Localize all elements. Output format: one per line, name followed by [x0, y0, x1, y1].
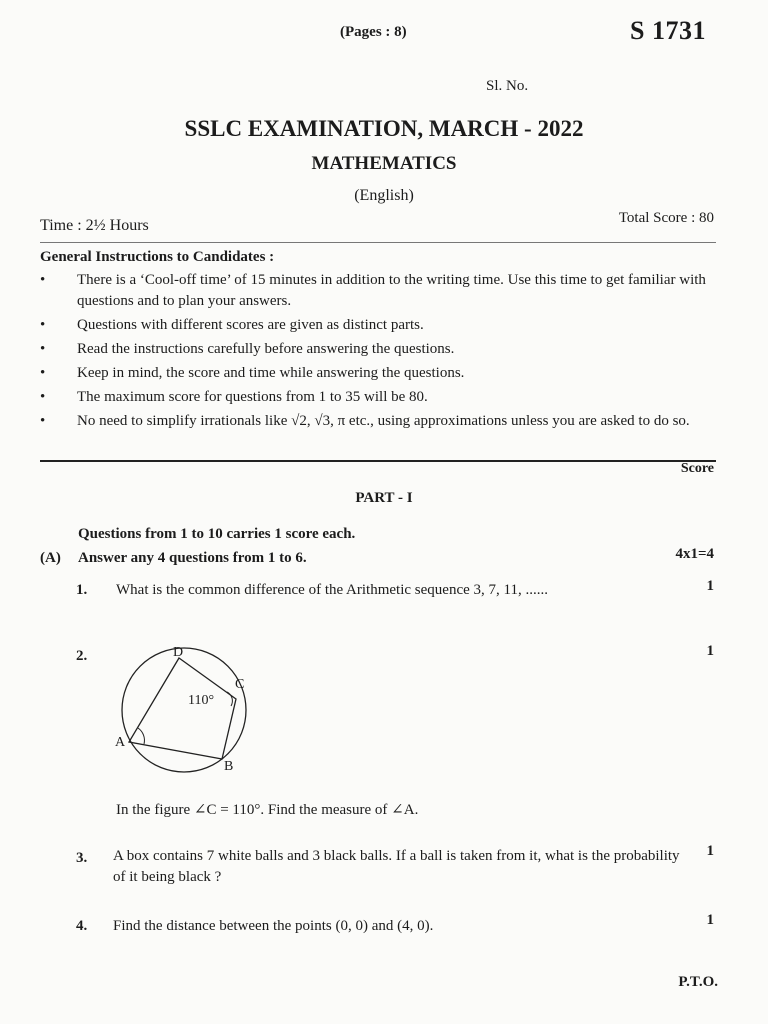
part-intro: Questions from 1 to 10 carries 1 score each.: [78, 526, 356, 542]
header-divider: [40, 242, 716, 243]
question-number: 2.: [76, 648, 88, 664]
question-text: In the figure ∠C = 110°. Find the measure of ∠A.: [116, 802, 419, 818]
medium-label: (English): [354, 187, 414, 204]
bullet-icon: •: [40, 341, 46, 357]
instructions-divider: [40, 460, 716, 462]
instruction-item: [40, 411, 720, 432]
circle-shape: [122, 648, 246, 772]
angle-c-arc: [227, 692, 232, 706]
bullet-icon: •: [40, 413, 46, 429]
instruction-item: [40, 270, 720, 312]
instructions-heading: General Instructions to Candidates :: [40, 249, 275, 265]
instruction-item: [40, 387, 720, 408]
vertex-d-label: D: [173, 645, 184, 660]
instruction-item: [40, 363, 720, 384]
question-text: A box contains 7 white balls and 3 black balls. If a ball is taken from it, what is the probability of it being black ?: [113, 848, 680, 885]
question-score: 1: [706, 643, 714, 659]
section-instruction: Answer any 4 questions from 1 to 6.: [78, 550, 307, 566]
instructions-list: [40, 270, 720, 435]
question-score: 1: [706, 578, 714, 594]
angle-a-arc: [138, 728, 144, 744]
vertex-c-label: C: [235, 677, 245, 692]
part-title: PART - I: [355, 490, 413, 506]
question-score: 1: [706, 843, 714, 859]
instruction-text: The maximum score for questions from 1 to 35 will be 80.: [77, 389, 428, 405]
time-label: Time : 2½ Hours: [40, 217, 149, 234]
score-column-heading: Score: [680, 461, 714, 476]
question-score: 1: [706, 912, 714, 928]
question-text: Find the distance between the points (0, 0) and (4, 0).: [113, 918, 434, 934]
serial-number-label: Sl. No.: [486, 78, 529, 94]
instruction-text: There is a ‘Cool-off time’ of 15 minutes in addition to the writing time. Use this time to get familiar with questions and to plan your answers.: [77, 272, 706, 309]
bullet-icon: •: [40, 317, 46, 333]
instruction-text: Questions with different scores are given as distinct parts.: [77, 317, 424, 333]
angle-value-label: 110°: [188, 693, 215, 708]
instruction-text: No need to simplify irrationals like √2, √3, π etc., using approximations unless you are asked to do so.: [77, 413, 690, 429]
question-number: 1.: [76, 582, 88, 598]
instruction-item: [40, 315, 720, 336]
section-score: 4x1=4: [675, 546, 714, 562]
question-number: 3.: [76, 850, 88, 866]
bullet-icon: •: [40, 365, 46, 381]
section-label: (A): [40, 550, 61, 566]
cyclic-quadrilateral-figure: [105, 640, 275, 780]
instruction-item: [40, 339, 720, 360]
pages-count: (Pages : 8): [340, 24, 407, 40]
bullet-icon: •: [40, 272, 46, 288]
vertex-b-label: B: [224, 759, 234, 774]
question-text: What is the common difference of the Arithmetic sequence 3, 7, 11, ......: [116, 582, 548, 598]
question-number: 4.: [76, 918, 88, 934]
total-score-label: Total Score : 80: [618, 210, 714, 226]
instruction-text: Read the instructions carefully before answering the questions.: [77, 341, 455, 357]
please-turn-over: P.T.O.: [678, 974, 718, 990]
paper-code: S 1731: [630, 16, 706, 45]
quadrilateral-shape: [129, 658, 236, 759]
instruction-text: Keep in mind, the score and time while answering the questions.: [77, 365, 465, 381]
exam-title: SSLC EXAMINATION, MARCH - 2022: [184, 116, 584, 141]
bullet-icon: •: [40, 389, 46, 405]
subject-title: MATHEMATICS: [311, 153, 457, 174]
vertex-a-label: A: [115, 735, 126, 750]
